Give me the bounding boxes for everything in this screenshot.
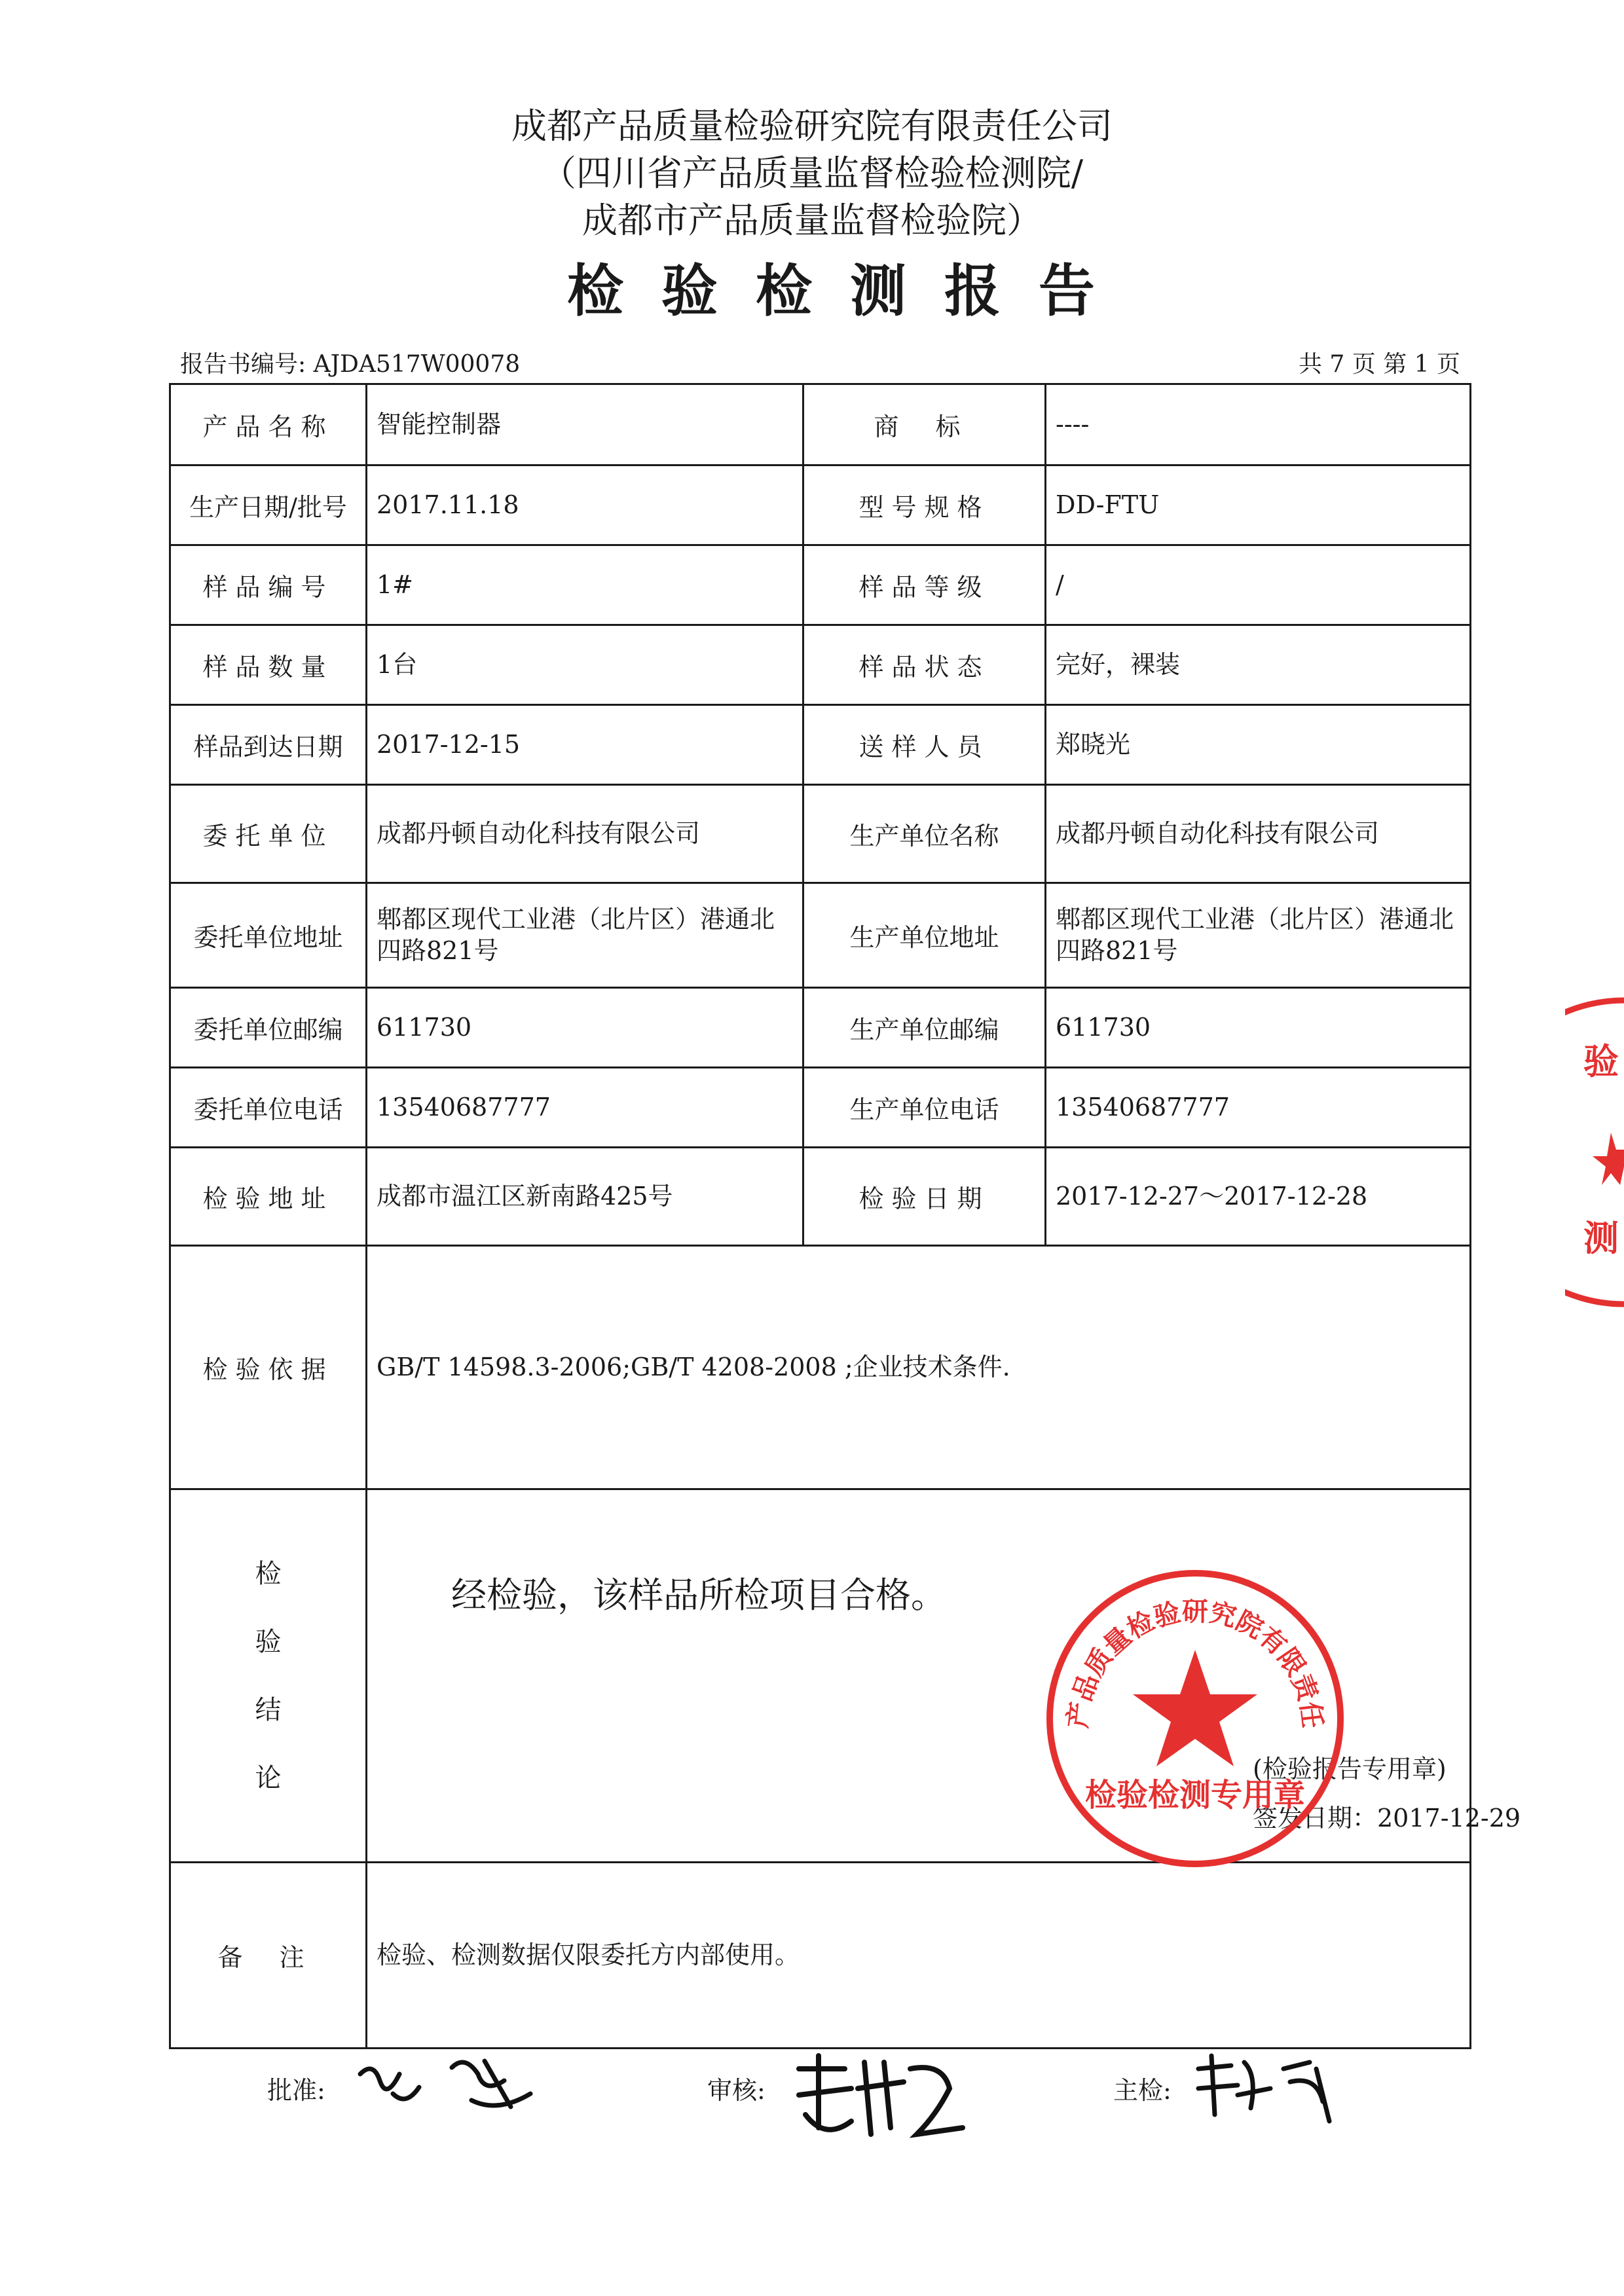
table-row — [170, 384, 1471, 465]
sample-qty-value: 1台 — [367, 625, 803, 705]
cross-page-seal — [1565, 995, 1624, 1309]
organization-alias-2: 成都市产品质量监督检验院） — [582, 200, 1042, 241]
test-date-label: 检验日期 — [803, 1148, 1046, 1246]
reviewer-signature — [786, 2049, 969, 2150]
sender-label: 送样人员 — [803, 705, 1046, 785]
sample-state-label: 样品状态 — [803, 625, 1046, 705]
basis-value: GB/T 14598.3-2006;GB/T 4208-2008 ;企业技术条件. — [367, 1246, 1471, 1489]
client-postcode-label: 委托单位邮编 — [170, 988, 367, 1068]
conclusion-value: 经检验，该样品所检项目合格。 — [451, 1575, 946, 1616]
report-number-value: AJDA517W00078 — [313, 351, 521, 378]
table-row — [170, 988, 1471, 1068]
conclusion-label-char: 论 — [255, 1762, 282, 1793]
reviewer-signature-image — [786, 2049, 969, 2147]
organization-alias-1: （四川省产品质量监督检验检测院/ — [540, 153, 1084, 194]
table-row — [170, 705, 1471, 785]
model-value: DD-FTU — [1046, 465, 1471, 545]
basis-label: 检验依据 — [170, 1246, 367, 1489]
product-name-value: 智能控制器 — [367, 384, 803, 465]
report-title: 检验检测报告 — [567, 258, 1133, 324]
sample-grade-label: 样品等级 — [803, 545, 1046, 625]
sample-qty-label: 样品数量 — [170, 625, 367, 705]
manufacturer-value: 成都丹顿自动化科技有限公司 — [1046, 785, 1471, 883]
test-address-label: 检验地址 — [170, 1148, 367, 1246]
stamp-note: (检验报告专用章) — [1253, 1755, 1447, 1783]
table-row — [170, 883, 1471, 988]
cross-page-seal-char: 测 — [1583, 1217, 1619, 1259]
conclusion-label-char: 验 — [255, 1626, 282, 1657]
client-phone-value: 13540687777 — [367, 1068, 803, 1148]
manufacturer-phone-label: 生产单位电话 — [803, 1068, 1046, 1148]
approver-signature — [354, 2048, 550, 2123]
table-row — [170, 785, 1471, 883]
remarks-label: 备 注 — [170, 1863, 367, 2049]
sample-no-label: 样品编号 — [170, 545, 367, 625]
conclusion-label-char: 检 — [255, 1558, 282, 1589]
manufacturer-phone-value: 13540687777 — [1046, 1068, 1471, 1148]
report-number — [180, 346, 520, 379]
cross-page-seal-graphic — [1565, 995, 1624, 1309]
trademark-value: ---- — [1046, 384, 1471, 465]
conclusion-label — [170, 1489, 367, 1863]
test-date-value: 2017-12-27～2017-12-28 — [1046, 1148, 1471, 1246]
chief-inspector-label: 主检: — [1113, 2076, 1172, 2105]
model-label: 型号规格 — [803, 465, 1046, 545]
table-row — [170, 545, 1471, 625]
issue-date: 签发日期：2017-12-29 — [1253, 1804, 1521, 1832]
sample-grade-value: / — [1046, 545, 1471, 625]
chief-inspector-signature-image — [1192, 2049, 1349, 2128]
official-seal — [1041, 1565, 1349, 1872]
trademark-label: 商 标 — [803, 384, 1046, 465]
table-row — [170, 1863, 1471, 2049]
product-name-label: 产品名称 — [170, 384, 367, 465]
production-date-label: 生产日期/批号 — [170, 465, 367, 545]
test-address-value: 成都市温江区新南路425号 — [367, 1148, 803, 1246]
cross-page-seal-char: 验 — [1583, 1040, 1619, 1082]
production-date-value: 2017.11.18 — [367, 465, 803, 545]
client-address-label: 委托单位地址 — [170, 883, 367, 988]
manufacturer-label: 生产单位名称 — [803, 785, 1046, 883]
manufacturer-address-value: 郫都区现代工业港（北片区）港通北四路821号 — [1046, 883, 1471, 988]
seal-graphic — [1041, 1565, 1349, 1872]
cross-page-seal-star-icon — [1593, 1133, 1624, 1185]
organization-name: 成都产品质量检验研究院有限责任公司 — [511, 105, 1113, 147]
sample-no-value: 1# — [367, 545, 803, 625]
sample-state-value: 完好，裸装 — [1046, 625, 1471, 705]
table-row — [170, 1068, 1471, 1148]
remarks-value: 检验、检测数据仅限委托方内部使用。 — [367, 1863, 1471, 2049]
manufacturer-postcode-label: 生产单位邮编 — [803, 988, 1046, 1068]
manufacturer-postcode-value: 611730 — [1046, 988, 1471, 1068]
chief-inspector-signature — [1192, 2049, 1349, 2130]
client-postcode-value: 611730 — [367, 988, 803, 1068]
table-row — [170, 465, 1471, 545]
client-label: 委托单位 — [170, 785, 367, 883]
table-row — [170, 1246, 1471, 1489]
reviewer-label: 审核: — [707, 2076, 766, 2105]
client-phone-label: 委托单位电话 — [170, 1068, 367, 1148]
table-row — [170, 1148, 1471, 1246]
table-row — [170, 625, 1471, 705]
manufacturer-address-label: 生产单位地址 — [803, 883, 1046, 988]
client-value: 成都丹顿自动化科技有限公司 — [367, 785, 803, 883]
report-number-label: 报告书编号: — [180, 351, 306, 378]
seal-star-icon — [1133, 1650, 1257, 1766]
arrival-date-value: 2017-12-15 — [367, 705, 803, 785]
approver-signature-image — [354, 2048, 550, 2120]
approver-label: 批准: — [267, 2076, 325, 2105]
arrival-date-label: 样品到达日期 — [170, 705, 367, 785]
seal-ring-text: 产品质量检验研究院有限责任 — [1062, 1595, 1328, 1730]
client-address-value: 郫都区现代工业港（北片区）港通北四路821号 — [367, 883, 803, 988]
page-info: 共 7 页 第 1 页 — [1298, 351, 1460, 378]
conclusion-label-char: 结 — [255, 1694, 282, 1725]
seal-bottom-text: 检验检测专用章 — [1084, 1777, 1306, 1813]
sender-value: 郑晓光 — [1046, 705, 1471, 785]
